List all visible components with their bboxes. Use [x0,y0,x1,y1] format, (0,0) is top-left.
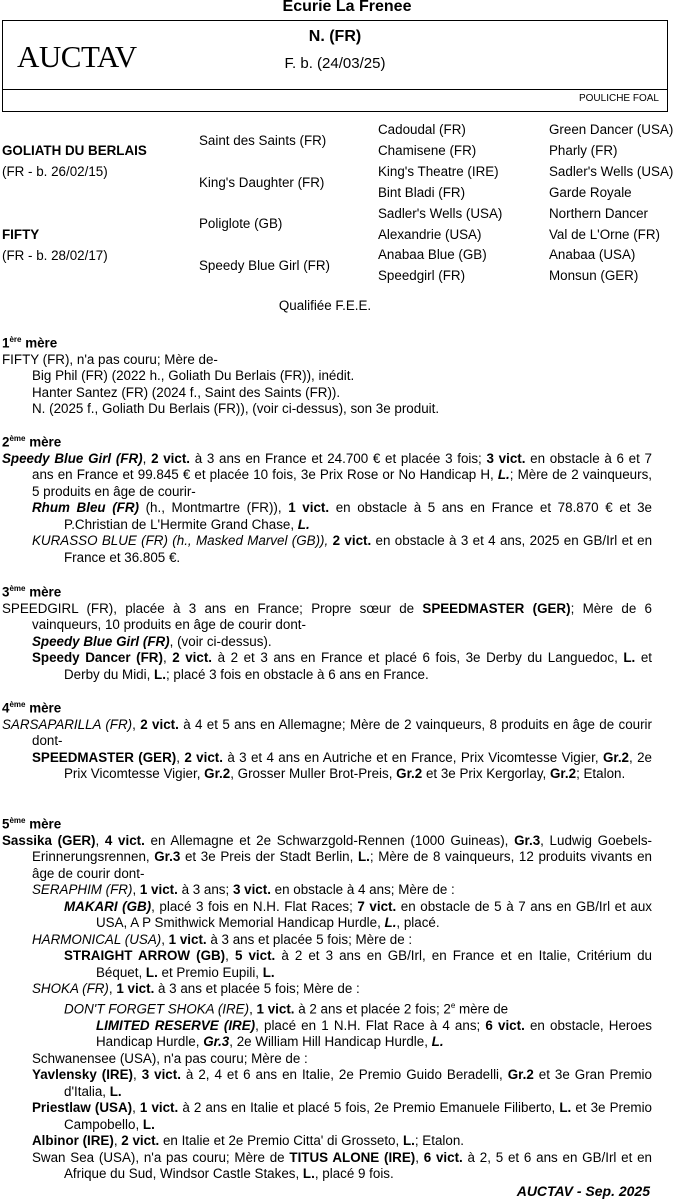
owner-title: Ecurie La Frenee [282,0,412,15]
produce-record: SPEEDMASTER (GER), 2 vict. à 3 et 4 ans en Autriche et en France, Prix Vicomtesse Vigier, Gr.2, 2e Prix Vicomtesse Vigier, Gr.2, Grosser Muller Brot-Preis, Gr.2 et 3e Prix Kergorlay, Gr.2; Etalon. [32,749,652,782]
gen4-6: Val de L'Orne (FR) [549,227,660,242]
produce-record: STRAIGHT ARROW (GB), 5 vict. à 2 et 3 ans en GB/Irl, en France et en Italie, Critérium du Béquet, L. et Premio Eupili, L. [64,948,652,980]
produce-record: SERAPHIM (FR), 1 vict. à 3 ans; 3 vict. en obstacle à 4 ans; Mère de : [32,882,455,898]
produce-record: HARMONICAL (USA), 1 vict. à 3 ans et placée 5 fois; Mère de : [32,931,413,947]
gen2-4: Speedy Blue Girl (FR) [199,258,330,273]
qualification: Qualifiée F.E.E. [278,298,372,313]
gen4-3: Sadler's Wells (USA) [549,164,674,179]
section-heading: 2ème mère [2,434,62,450]
produce-line: N. (2025 f., Goliath Du Berlais (FR)), (voir ci-dessus), son 3e produit. [32,401,440,417]
sire-info: (FR - b. 26/02/15) [2,164,108,179]
produce-record: Speedy Blue Girl (FR), (voir ci-dessus). [32,633,272,649]
gen2-1: Saint des Saints (FR) [199,133,327,148]
section-first-dam [2,332,652,418]
section-second-dam [2,431,652,566]
page-footer: AUCTAV - Sep. 2025 [516,1183,650,1199]
horse-description: F. b. (24/03/25) [284,55,386,72]
auctav-logo: AUCTAV [17,39,137,74]
section-fifth-dam [2,813,652,1183]
produce-record: SHOKA (FR), 1 vict. à 3 ans et placée 5 fois; Mère de : [32,981,360,997]
produce-record: LIMITED RESERVE (IRE), placé en 1 N.H. Flat Race à 4 ans; 6 vict. en obstacle, Heroes Handicap Hurdle, Gr.3, 2e William Hill Handicap Hurdle, L. [96,1017,652,1050]
gen4-2: Pharly (FR) [549,143,618,158]
gen4-4: Garde Royale [549,185,632,200]
section-fourth-dam [2,697,652,783]
gen2-2: King's Daughter (FR) [199,175,325,190]
gen2-3: Poliglote (GB) [199,216,283,231]
dam-record: Sassika (GER), 4 vict. en Allemagne et 2e Schwarzgold-Rennen (1000 Guineas), Gr.3, Ludwig Goebels-Erinnerungsrennen, Gr.3 et 3e Preis der Stadt Berlin, L.; Mère de 8 vainqueurs, 12 produits vivants en âge de courir dont- [2,832,652,881]
gen3-5: Sadler's Wells (USA) [378,206,503,221]
produce-line: Hanter Santez (FR) (2024 f., Saint des Saints (FR)). [32,384,341,400]
dam-record: SPEEDGIRL (FR), placée à 3 ans en France; Propre sœur de SPEEDMASTER (GER); Mère de 6 vainqueurs, 10 produits en âge de courir dont- [2,600,653,633]
produce-record: KURASSO BLUE (FR) (h., Masked Marvel (GB)), 2 vict. en obstacle à 3 et 4 ans, 2025 en GB/Irl et en France et 36.805 €. [32,533,653,565]
sire-name: GOLIATH DU BERLAIS [2,143,147,158]
dam-record: Speedy Blue Girl (FR), 2 vict. à 3 ans en France et 24.700 € et placée 3 fois; 3 vict. en obstacle à 6 et 7 ans en France et 99.845 € et placée 10 fois, 3e Prix Rose or No Handicap H, L.; Mère de 2 vainqueurs, 5 produits en âge de courir- [2,450,652,499]
produce-line: Big Phil (FR) (2022 h., Goliath Du Berlais (FR)), inédit. [32,368,355,384]
gen3-6: Alexandrie (USA) [378,227,482,242]
produce-record: DON'T FORGET SHOKA (IRE), 1 vict. à 2 ans et placée 2 fois; 2e mère de [64,1000,509,1017]
section-heading: 3ème mère [2,584,62,600]
gen4-7: Anabaa (USA) [549,247,636,262]
gen3-3: King's Theatre (IRE) [378,164,499,179]
produce-record: MAKARI (GB), placé 3 fois en N.H. Flat Races; 7 vict. en obstacle de 5 à 7 ans en GB/Irl et aux USA, A P Smithwick Memorial Handicap Hurdle, L., placé. [64,898,652,931]
gen3-2: Chamisene (FR) [378,143,477,158]
dam-info: (FR - b. 28/02/17) [2,248,108,263]
section-heading: 1ère mère [2,335,58,351]
produce-record: Yavlensky (IRE), 3 vict. à 2, 4 et 6 ans en Italie, 2e Premio Guido Beradelli, Gr.2 et 3e Gran Premio d'Italia, L. [32,1067,652,1099]
produce-record: Albinor (IRE), 2 vict. en Italie et 2e Premio Citta' di Grosseto, L.; Etalon. [32,1133,464,1149]
gen3-7: Anabaa Blue (GB) [378,247,487,262]
horse-name: N. (FR) [308,28,362,45]
dam-intro: FIFTY (FR), n'a pas couru; Mère de- [2,351,218,367]
header-divider [3,89,667,90]
produce-record: Swan Sea (USA), n'a pas couru; Mère de TITUS ALONE (IRE), 6 vict. à 2, 5 et 6 ans en GB/Irl et en Afrique du Sud, Windsor Castle Stakes, L., placé 9 fois. [32,1149,653,1182]
dam-record: SARSAPARILLA (FR), 2 vict. à 4 et 5 ans en Allemagne; Mère de 2 vainqueurs, 8 produits en âge de courir dont- [2,716,652,749]
category-label: POULICHE FOAL [578,93,659,104]
dam-name: FIFTY [2,227,40,242]
gen3-4: Bint Bladi (FR) [378,185,466,200]
produce-record: Schwanensee (USA), n'a pas couru; Mère de : [32,1050,308,1066]
produce-record: Rhum Bleu (FR) (h., Montmartre (FR)), 1 vict. en obstacle à 5 ans en France et 78.870 € et 3e P.Christian de L'Hermite Grand Chase, L. [32,500,653,532]
section-third-dam [2,581,652,683]
produce-record: Speedy Dancer (FR), 2 vict. à 2 et 3 ans en France et placé 6 fois, 3e Derby du Languedoc, L. et Derby du Midi, L.; placé 3 fois en obstacle à 6 ans en France. [32,650,652,682]
gen4-1: Green Dancer (USA) [549,122,674,137]
gen4-5: Northern Dancer [549,206,648,221]
gen4-8: Monsun (GER) [549,268,639,283]
gen3-1: Cadoudal (FR) [378,122,466,137]
header-box [2,20,668,112]
produce-record: Priestlaw (USA), 1 vict. à 2 ans en Italie et placé 5 fois, 2e Premio Emanuele Filiberto, L. et 3e Premio Campobello, L. [32,1100,653,1132]
gen3-8: Speedgirl (FR) [378,268,466,283]
section-heading: 4ème mère [2,700,62,716]
section-heading: 5ème mère [2,816,62,832]
